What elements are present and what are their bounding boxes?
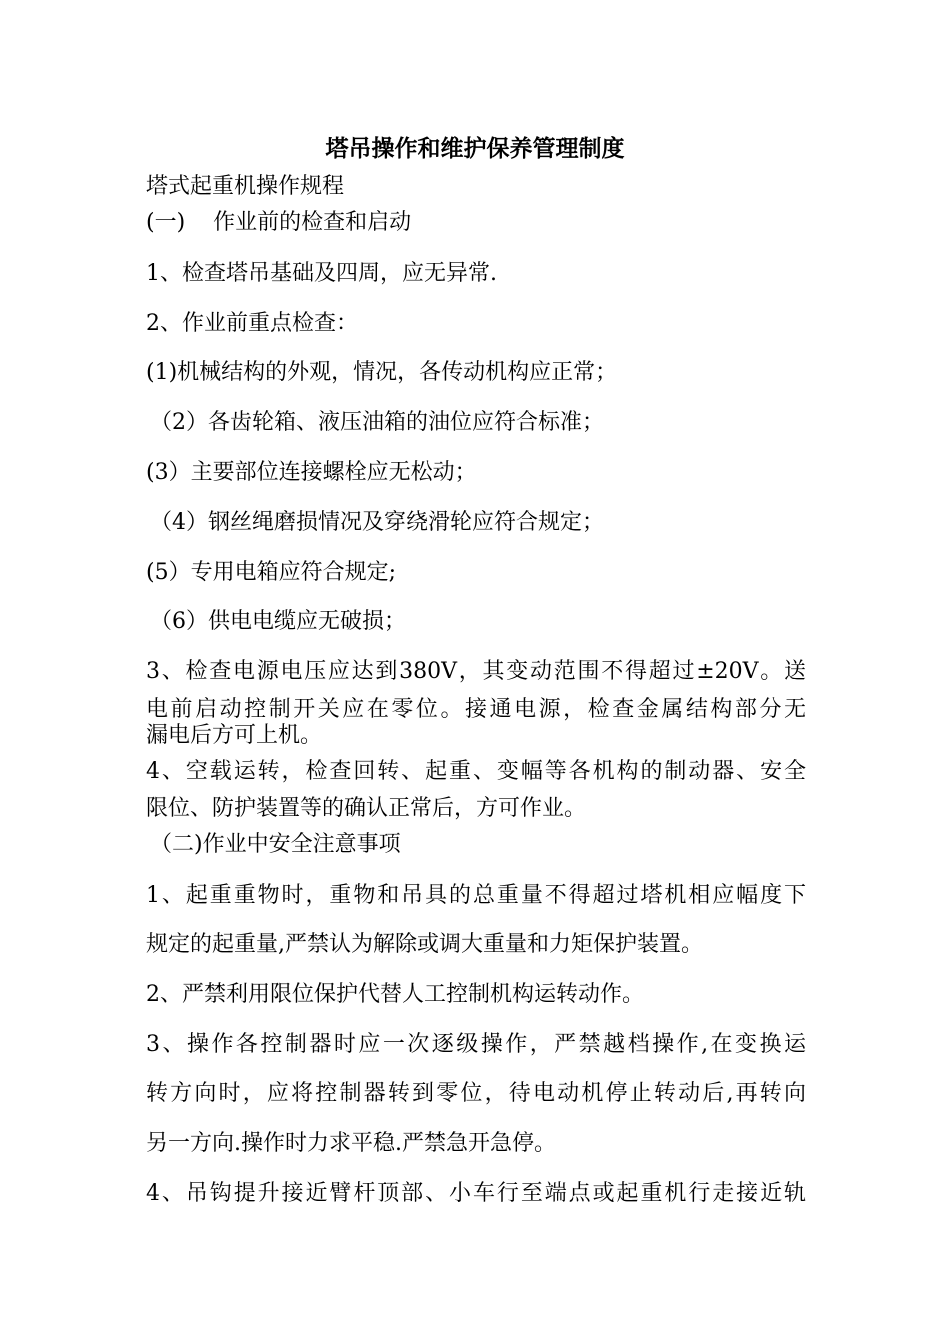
item2-3-line-1: 3、操作各控制器时应一次逐级操作，严禁越档操作,在变换运	[146, 1032, 806, 1057]
item-4-line-2: 限位、防护装置等的确认正常后，方可作业。	[146, 796, 587, 821]
part1-heading-text: 作业前的检查和启动	[213, 210, 412, 235]
item-1: 1、检查塔吊基础及四周，应无异常.	[146, 261, 497, 286]
item-2: 2、作业前重点检查：	[146, 311, 358, 336]
item-3-line-1: 3、检查电源电压应达到380V，其变动范围不得超过±20V。送	[146, 659, 806, 684]
part1-heading	[146, 208, 411, 238]
sub-item-4: （4）钢丝绳磨损情况及穿绕滑轮应符合规定；	[150, 510, 604, 535]
sub-item-1: (1)机械结构的外观，情况，各传动机构应正常；	[146, 360, 618, 385]
part1-label: (一)	[146, 210, 186, 235]
item2-4-line-1: 4、吊钩提升接近臂杆顶部、小车行至端点或起重机行走接近轨	[146, 1181, 806, 1206]
item2-1-line-1: 1、起重重物时，重物和吊具的总重量不得超过塔机相应幅度下	[146, 883, 806, 908]
item-3-line-2: 电前启动控制开关应在零位。接通电源，检查金属结构部分无	[146, 697, 806, 722]
item-3-line-3: 漏电后方可上机。	[146, 723, 323, 748]
item2-2: 2、严禁利用限位保护代替人工控制机构运转动作。	[146, 982, 644, 1007]
item-4-line-1: 4、空载运转，检查回转、起重、变幅等各机构的制动器、安全	[146, 759, 806, 784]
document-title: 塔吊操作和维护保养管理制度	[325, 136, 625, 162]
sub-item-3: (3）主要部位连接螺栓应无松动；	[146, 460, 477, 485]
section-heading: 塔式起重机操作规程	[146, 174, 345, 199]
item2-3-line-3: 另一方向.操作时力求平稳.严禁急开急停。	[146, 1131, 556, 1156]
item2-3-line-2: 转方向时，应将控制器转到零位，待电动机停止转动后,再转向	[146, 1081, 806, 1106]
sub-item-5: (5）专用电箱应符合规定;	[146, 560, 396, 585]
part2-heading: （二)作业中安全注意事项	[150, 832, 401, 857]
sub-item-2: （2）各齿轮箱、液压油箱的油位应符合标准；	[150, 410, 604, 435]
sub-item-6: （6）供电电缆应无破损；	[150, 609, 406, 634]
item2-1-line-2: 规定的起重量,严禁认为解除或调大重量和力矩保护装置。	[146, 932, 703, 957]
